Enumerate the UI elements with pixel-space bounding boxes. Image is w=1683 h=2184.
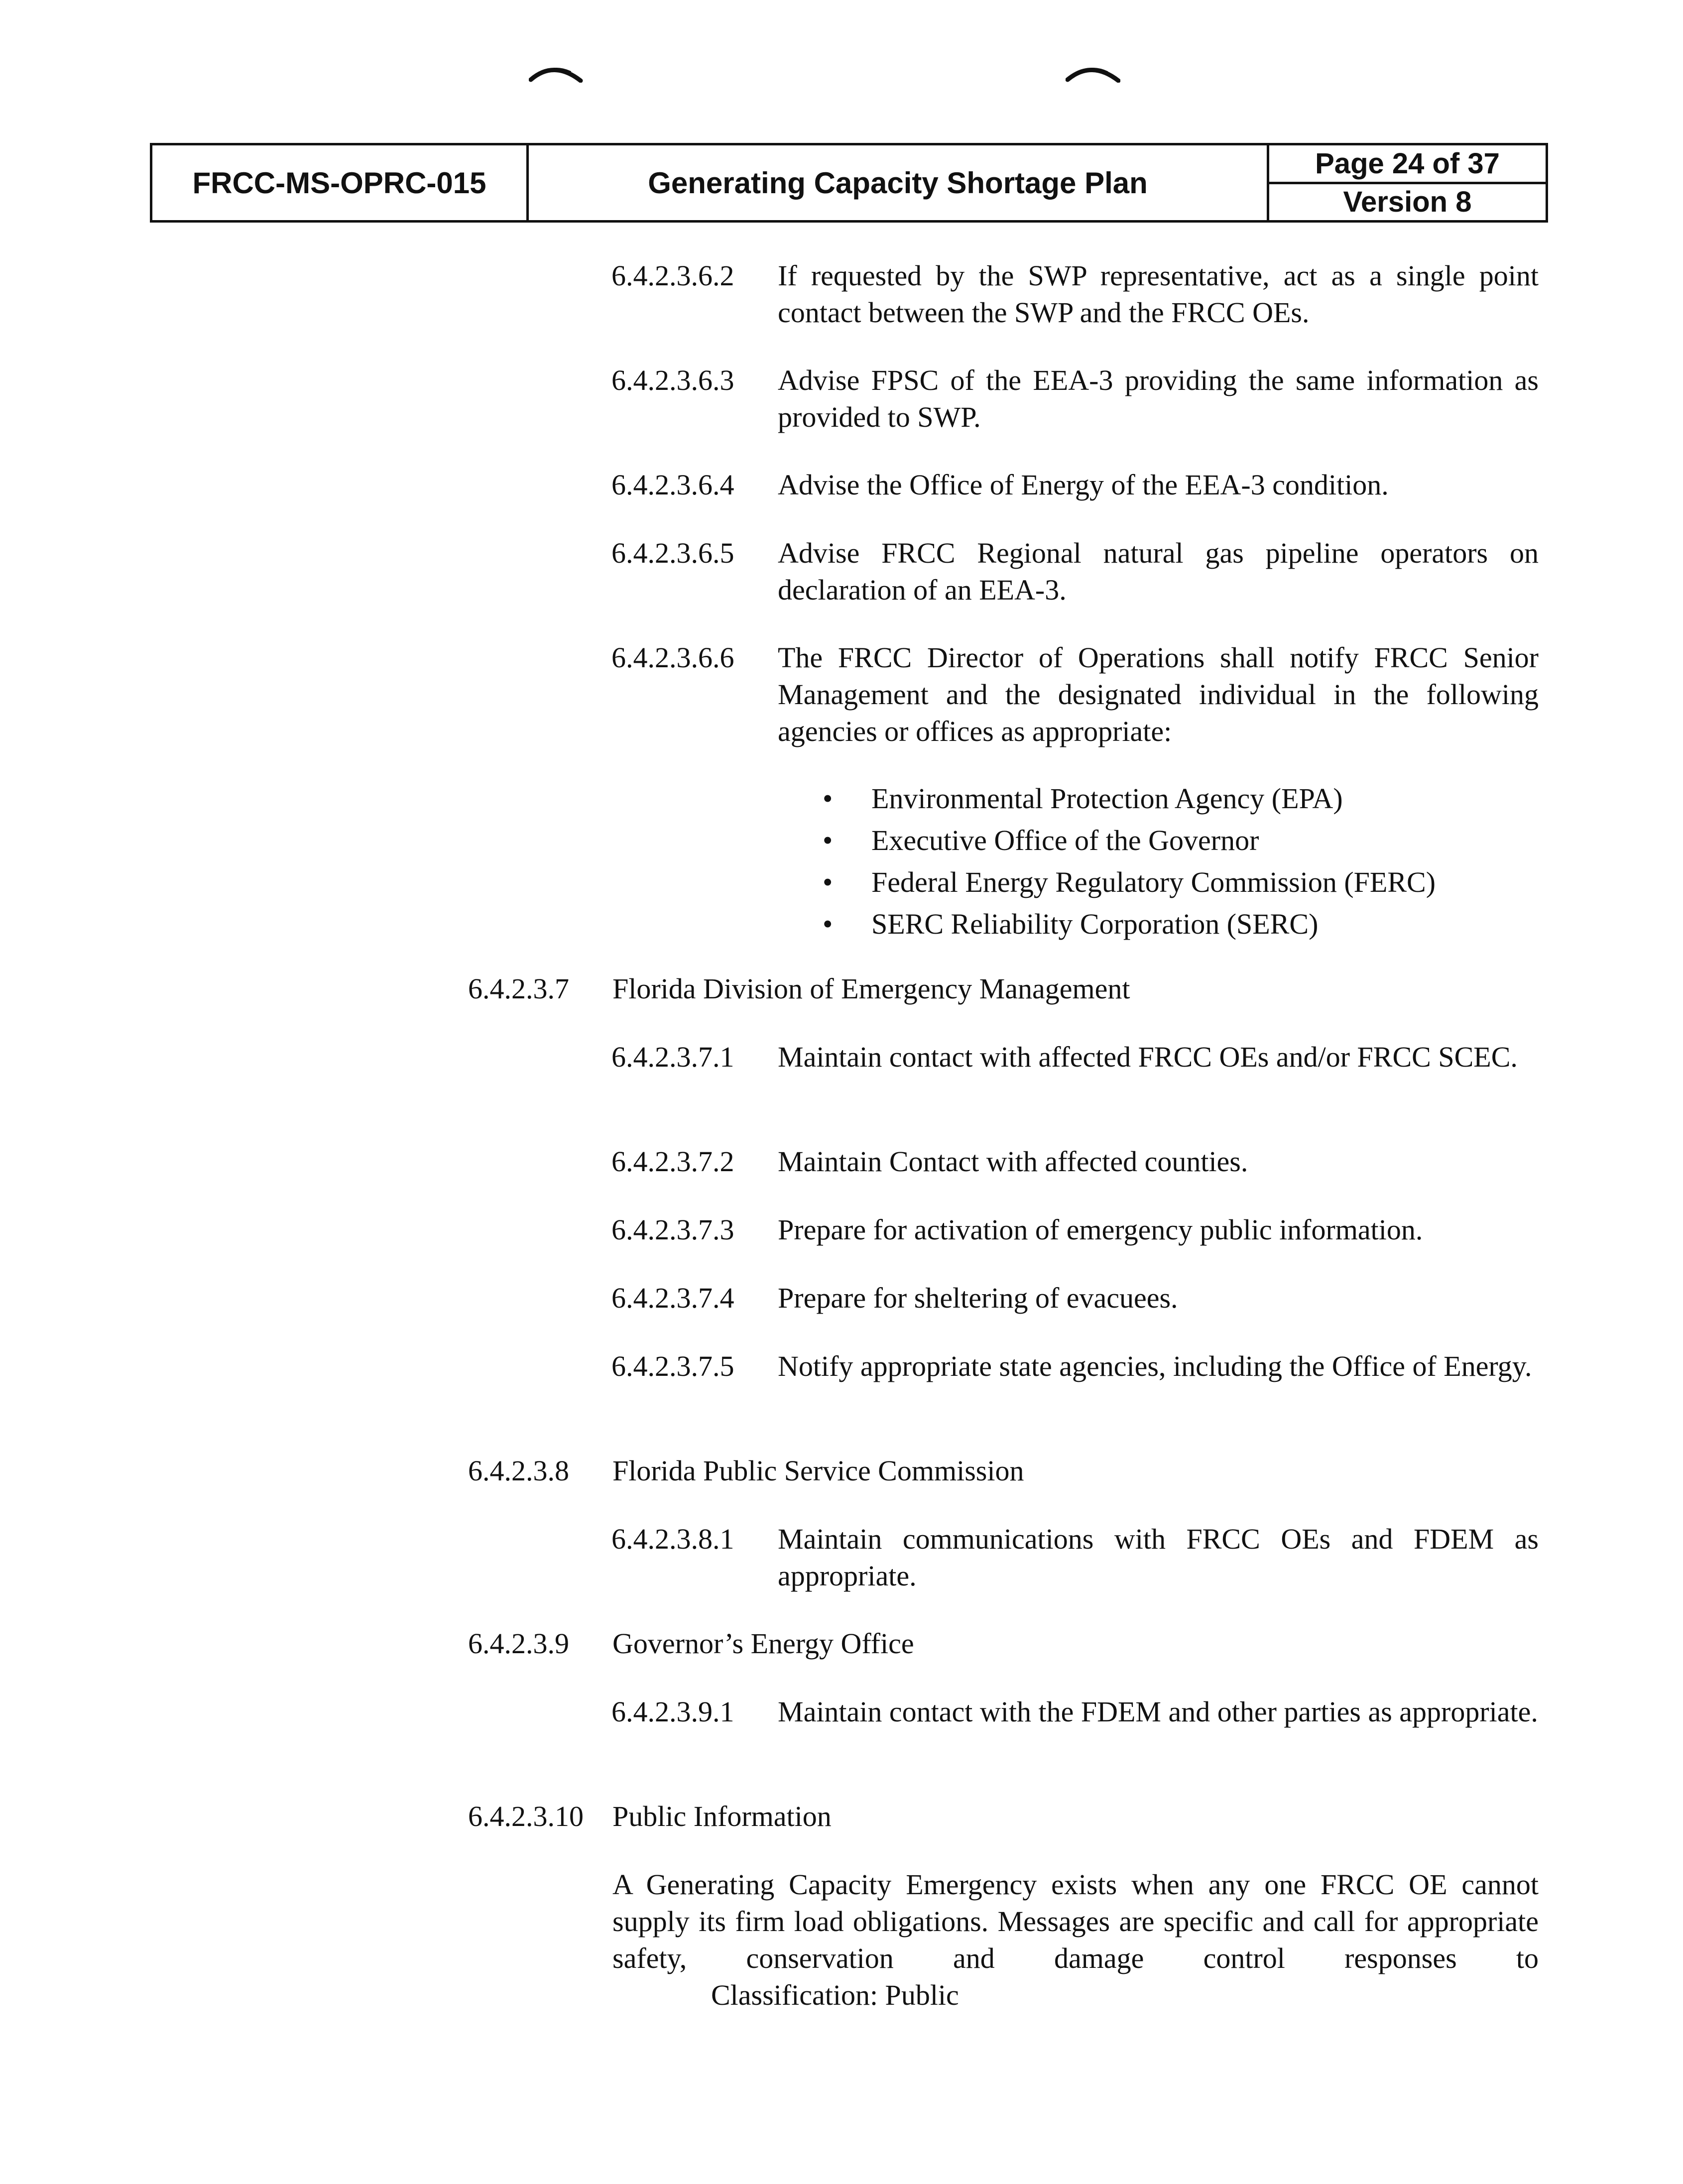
punch-mark-icon — [1066, 63, 1120, 83]
list-item — [817, 820, 1539, 861]
section-text: Governor’s Energy Office — [612, 1627, 914, 1660]
section-text: Florida Division of Emergency Management — [612, 972, 1130, 1005]
section-number: 6.4.2.3.9.1 — [611, 1696, 734, 1728]
bullet-icon: • — [823, 866, 833, 898]
version-label: Version 8 — [1343, 186, 1472, 219]
section-number: 6.4.2.3.8 — [468, 1455, 569, 1487]
bullet-icon: • — [823, 782, 833, 815]
section-number: 6.4.2.3.7.4 — [611, 1282, 734, 1314]
bullet-icon: • — [823, 824, 833, 856]
section-text: Maintain contact with affected FRCC OEs and/or FRCC SCEC. — [778, 1041, 1518, 1073]
list-item-label: Federal Energy Regulatory Commission (FERC) — [871, 866, 1436, 898]
section-text: Advise FPSC of the EEA-3 providing the same information as provided to SWP. — [778, 364, 1539, 433]
section-text: If requested by the SWP representative, act as a single point contact between the SWP and the FRCC OEs. — [778, 259, 1539, 329]
section-number: 6.4.2.3.6.6 — [611, 641, 734, 674]
section-text: Public Information — [612, 1800, 832, 1832]
section-number: 6.4.2.3.9 — [468, 1627, 569, 1660]
list-item-label: Executive Office of the Governor — [871, 824, 1259, 856]
document-meta — [1269, 145, 1546, 220]
section-number: 6.4.2.3.6.3 — [611, 364, 734, 396]
classification-label: Classification: Public — [711, 1979, 959, 2011]
section-number: 6.4.2.3.7.2 — [611, 1145, 734, 1178]
section-number: 6.4.2.3.7.5 — [611, 1350, 734, 1382]
list-item — [817, 778, 1539, 820]
section-text: Maintain contact with the FDEM and other parties as appropriate. — [778, 1696, 1538, 1728]
list-item-label: Environmental Protection Agency (EPA) — [871, 782, 1343, 815]
bullet-icon: • — [823, 908, 833, 940]
section-number: 6.4.2.3.7.3 — [611, 1213, 734, 1246]
section-text: The FRCC Director of Operations shall notify FRCC Senior Management and the designated individual in the following agencies or offices as appropriate: — [778, 641, 1539, 747]
punch-mark-icon — [529, 63, 584, 83]
section-text: Notify appropriate state agencies, including the Office of Energy. — [778, 1350, 1532, 1382]
section-number: 6.4.2.3.6.5 — [611, 537, 734, 569]
agency-list — [817, 778, 1539, 945]
section-number: 6.4.2.3.7.1 — [611, 1041, 734, 1073]
document-header — [150, 143, 1548, 223]
public-info-paragraph: A Generating Capacity Emergency exists when any one FRCC OE cannot supply its firm load obligations. Messages are specific and call for appropriate safety, conservation and damage control responses to — [612, 1868, 1539, 1974]
section-number: 6.4.2.3.10 — [468, 1800, 584, 1832]
section-text: Maintain communications with FRCC OEs and FDEM as appropriate. — [778, 1523, 1539, 1592]
section-text: Advise FRCC Regional natural gas pipeline operators on declaration of an EEA-3. — [778, 537, 1539, 606]
section-number: 6.4.2.3.7 — [468, 972, 569, 1005]
section-number: 6.4.2.3.6.2 — [611, 259, 734, 292]
section-text: Prepare for activation of emergency public information. — [778, 1213, 1423, 1246]
list-item — [817, 903, 1539, 945]
document-id: FRCC-MS-OPRC-015 — [152, 145, 529, 220]
section-number: 6.4.2.3.6.4 — [611, 469, 734, 501]
section-text: Advise the Office of Energy of the EEA-3 condition. — [778, 469, 1389, 501]
section-text: Florida Public Service Commission — [612, 1455, 1024, 1487]
list-item-label: SERC Reliability Corporation (SERC) — [871, 908, 1319, 940]
list-item — [817, 861, 1539, 903]
section-number: 6.4.2.3.8.1 — [611, 1523, 734, 1555]
section-text: Prepare for sheltering of evacuees. — [778, 1282, 1178, 1314]
section-text: Maintain Contact with affected counties. — [778, 1145, 1248, 1178]
page-number: Page 24 of 37 — [1269, 145, 1546, 184]
document-title: Generating Capacity Shortage Plan — [529, 145, 1269, 220]
